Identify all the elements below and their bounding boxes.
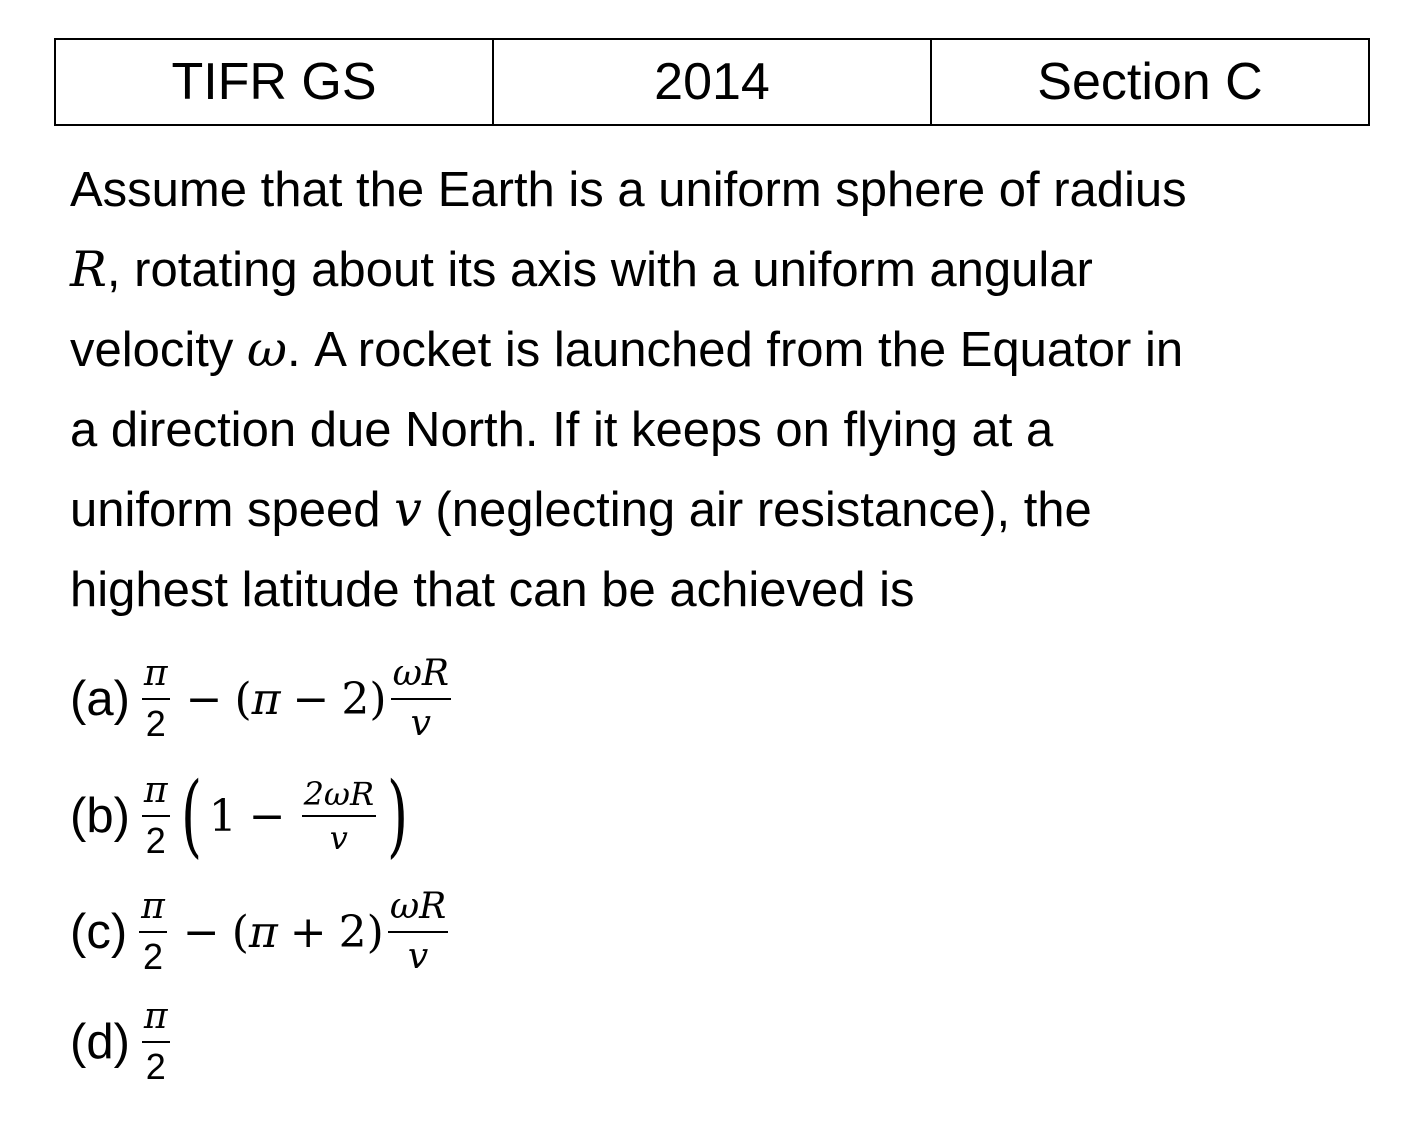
option-c-frac1-den: 2 [142,936,163,977]
option-b-fraction-pi-over-2 [142,769,170,863]
question-text [70,150,1370,630]
option-c-paren-close: ) [366,906,384,958]
option-a-label: (a) [70,672,130,726]
option-b-frac2-den: v [329,819,348,857]
option-a-paren-open: ( [234,673,252,725]
option-b[interactable] [70,758,870,874]
option-d[interactable] [70,990,870,1094]
option-a-expression [138,652,455,746]
var-speed: v [394,481,422,538]
header-row [55,39,1369,125]
header-exam: TIFR GS [55,39,493,125]
option-a-pi: π [251,673,281,725]
header-table [54,38,1370,126]
option-c-two: 2 [338,906,367,958]
option-b-minus: − [248,790,286,842]
option-b-frac1-den: 2 [145,820,166,861]
option-d-frac1-den: 2 [145,1046,166,1087]
question-line-1-text: Assume that the Earth is a uniform sphere of radius [70,163,1187,217]
option-a-fraction-omega-r-over-v [391,652,451,746]
option-c-label: (c) [70,905,128,959]
option-c-fraction-omega-r-over-v [388,885,448,979]
option-b-expression [138,763,415,868]
option-c-minus: − [182,906,220,958]
var-omega: ω [247,321,287,378]
option-b-one: 1 [208,790,237,842]
option-a-frac1-den: 2 [145,703,166,744]
header-section: Section C [931,39,1369,125]
option-c[interactable] [70,874,870,990]
question-line-4 [70,390,1370,470]
question-line-3 [70,310,1370,390]
option-c-frac2-den: v [407,936,429,977]
question-line-6-text: highest latitude that can be achieved is [70,563,915,617]
option-b-paren-close: ) [387,763,409,868]
option-c-paren-open: ( [231,906,249,958]
option-c-pi: π [248,906,278,958]
header-year: 2014 [493,39,931,125]
question-line-6 [70,550,1370,630]
option-d-expression [138,995,174,1089]
question-line-2 [70,230,1370,310]
question-line-2-text: , rotating about its axis with a uniform angular [106,243,1093,297]
option-b-paren-open: ( [180,763,202,868]
answer-options [70,640,870,1094]
question-line-5 [70,470,1370,550]
option-d-fraction-pi-over-2 [142,995,170,1089]
question-line-5-text-a: uniform speed [70,483,395,537]
var-radius: R [70,241,107,298]
option-a-frac2-den: v [410,703,431,744]
option-d-label: (d) [70,1015,130,1069]
option-a-two: 2 [341,673,370,725]
question-line-1 [70,150,1370,230]
option-a-fraction-pi-over-2 [142,652,170,746]
option-a-paren-close: ) [369,673,387,725]
option-b-label: (b) [70,789,130,843]
option-a-operator: − [292,673,330,725]
option-c-frac1-num: π [141,886,165,927]
question-line-5-text-b: (neglecting air resistance), the [421,483,1092,537]
option-c-fraction-pi-over-2 [139,885,167,979]
question-line-3-text-b: . A rocket is launched from the Equator in [286,323,1184,377]
option-a-minus: − [185,673,223,725]
option-a-frac1-num: π [143,653,168,694]
option-c-frac2-num: ωR [389,886,447,927]
option-b-fraction-2-omega-r-over-v [302,775,377,857]
question-line-3-text-a: velocity [70,323,248,377]
option-b-frac2-num: 2ωR [303,775,375,813]
option-d-frac1-num: π [143,996,168,1037]
option-b-frac1-num: π [143,770,168,811]
option-c-expression [135,885,452,979]
question-line-4-text: a direction due North. If it keeps on flying at a [70,403,1054,457]
option-a[interactable] [70,640,870,758]
option-a-frac2-num: ωR [392,653,450,694]
option-c-operator: + [289,906,327,958]
